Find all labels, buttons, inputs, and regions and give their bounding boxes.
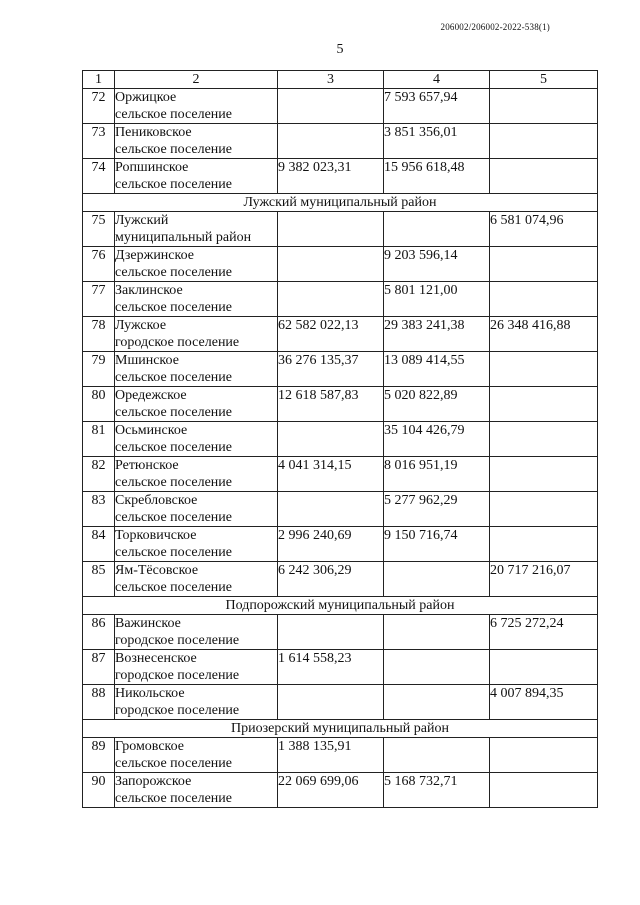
amount-col4 — [384, 650, 490, 685]
municipality-name-line2: городское поселение — [115, 668, 240, 683]
table-row — [83, 387, 598, 422]
amount-col5 — [490, 282, 598, 317]
amount-col5 — [490, 422, 598, 457]
municipality-name — [115, 159, 278, 194]
amount-col3 — [278, 89, 384, 124]
amount-col4: 15 956 618,48 — [384, 159, 490, 194]
amount-col3 — [278, 422, 384, 457]
table-row — [83, 317, 598, 352]
column-header-1: 1 — [83, 71, 115, 89]
row-number: 89 — [83, 738, 115, 773]
table-row — [83, 773, 598, 808]
table-body — [83, 89, 598, 808]
amount-col4: 9 203 596,14 — [384, 247, 490, 282]
district-name: Подпорожский муниципальный район — [83, 597, 598, 615]
document-id: 206002/206002-2022-538(1) — [440, 22, 550, 32]
amount-col4 — [384, 212, 490, 247]
municipality-name — [115, 89, 278, 124]
municipality-name — [115, 387, 278, 422]
amount-col5 — [490, 457, 598, 492]
amount-col4: 35 104 426,79 — [384, 422, 490, 457]
row-number: 77 — [83, 282, 115, 317]
municipality-name — [115, 317, 278, 352]
table-row — [83, 650, 598, 685]
municipality-name-line2: сельское поселение — [115, 475, 232, 490]
amount-col5 — [490, 738, 598, 773]
amount-col3: 2 996 240,69 — [278, 527, 384, 562]
municipality-name — [115, 282, 278, 317]
municipality-name — [115, 685, 278, 720]
municipality-name — [115, 615, 278, 650]
district-header-row — [83, 720, 598, 738]
row-number: 88 — [83, 685, 115, 720]
amount-col5 — [490, 159, 598, 194]
district-name: Приозерский муниципальный район — [83, 720, 598, 738]
row-number: 81 — [83, 422, 115, 457]
municipality-name-line2: сельское поселение — [115, 265, 232, 280]
municipality-name-line1: Скребловское — [115, 493, 198, 508]
municipality-name-line1: Оредежское — [115, 388, 187, 403]
municipality-name — [115, 527, 278, 562]
amount-col5 — [490, 89, 598, 124]
amount-col5: 20 717 216,07 — [490, 562, 598, 597]
amount-col3 — [278, 212, 384, 247]
amount-col3 — [278, 615, 384, 650]
table-row — [83, 422, 598, 457]
row-number: 78 — [83, 317, 115, 352]
amount-col3 — [278, 282, 384, 317]
municipality-name-line2: сельское поселение — [115, 545, 232, 560]
municipality-name-line2: городское поселение — [115, 633, 240, 648]
municipality-name-line1: Ропшинское — [115, 160, 189, 175]
row-number: 73 — [83, 124, 115, 159]
row-number: 72 — [83, 89, 115, 124]
row-number: 82 — [83, 457, 115, 492]
table-row — [83, 615, 598, 650]
column-header-5: 5 — [490, 71, 598, 89]
amount-col5 — [490, 387, 598, 422]
municipality-name-line1: Осьминское — [115, 423, 188, 438]
municipality-name-line1: Громовское — [115, 739, 185, 754]
row-number: 86 — [83, 615, 115, 650]
municipality-name-line2: сельское поселение — [115, 177, 232, 192]
amount-col5: 6 581 074,96 — [490, 212, 598, 247]
municipality-name — [115, 492, 278, 527]
column-header-4: 4 — [384, 71, 490, 89]
district-name: Лужский муниципальный район — [83, 194, 598, 212]
municipality-name-line2: сельское поселение — [115, 510, 232, 525]
municipality-name-line1: Ям-Тёсовское — [115, 563, 199, 578]
column-number-row — [83, 71, 598, 89]
row-number: 76 — [83, 247, 115, 282]
amount-col4: 13 089 414,55 — [384, 352, 490, 387]
municipality-name-line2: сельское поселение — [115, 370, 232, 385]
amount-col4: 5 801 121,00 — [384, 282, 490, 317]
amount-col3: 1 614 558,23 — [278, 650, 384, 685]
row-number: 80 — [83, 387, 115, 422]
municipality-name — [115, 247, 278, 282]
municipality-name-line1: Дзержинское — [115, 248, 194, 263]
municipality-name-line1: Ретюнское — [115, 458, 179, 473]
district-header-row — [83, 597, 598, 615]
amount-col5 — [490, 773, 598, 808]
municipality-name-line1: Никольское — [115, 686, 185, 701]
amount-col4 — [384, 738, 490, 773]
table-row — [83, 124, 598, 159]
amount-col4: 9 150 716,74 — [384, 527, 490, 562]
row-number: 90 — [83, 773, 115, 808]
municipality-name-line2: сельское поселение — [115, 791, 232, 806]
table-row — [83, 527, 598, 562]
amount-col3: 1 388 135,91 — [278, 738, 384, 773]
amount-col4: 5 020 822,89 — [384, 387, 490, 422]
row-number: 87 — [83, 650, 115, 685]
amount-col5 — [490, 650, 598, 685]
allocation-table — [82, 70, 598, 808]
amount-col4: 5 277 962,29 — [384, 492, 490, 527]
table-row — [83, 282, 598, 317]
municipality-name-line2: муниципальный район — [115, 230, 252, 245]
municipality-name — [115, 650, 278, 685]
amount-col5 — [490, 124, 598, 159]
table-row — [83, 159, 598, 194]
table-row — [83, 562, 598, 597]
row-number: 84 — [83, 527, 115, 562]
amount-col3: 22 069 699,06 — [278, 773, 384, 808]
municipality-name — [115, 352, 278, 387]
amount-col4 — [384, 685, 490, 720]
amount-col5: 26 348 416,88 — [490, 317, 598, 352]
municipality-name — [115, 457, 278, 492]
municipality-name-line2: сельское поселение — [115, 405, 232, 420]
row-number: 75 — [83, 212, 115, 247]
municipality-name-line2: городское поселение — [115, 335, 240, 350]
amount-col3: 36 276 135,37 — [278, 352, 384, 387]
district-header-row — [83, 194, 598, 212]
row-number: 74 — [83, 159, 115, 194]
amount-col3: 12 618 587,83 — [278, 387, 384, 422]
amount-col3: 4 041 314,15 — [278, 457, 384, 492]
municipality-name-line2: городское поселение — [115, 703, 240, 718]
row-number: 79 — [83, 352, 115, 387]
row-number: 83 — [83, 492, 115, 527]
table-row — [83, 212, 598, 247]
table-row — [83, 247, 598, 282]
municipality-name-line2: сельское поселение — [115, 440, 232, 455]
amount-col3 — [278, 685, 384, 720]
amount-col4: 3 851 356,01 — [384, 124, 490, 159]
municipality-name-line1: Важинское — [115, 616, 181, 631]
municipality-name-line1: Вознесенское — [115, 651, 197, 666]
amount-col4: 29 383 241,38 — [384, 317, 490, 352]
amount-col3 — [278, 492, 384, 527]
column-header-3: 3 — [278, 71, 384, 89]
municipality-name — [115, 422, 278, 457]
amount-col5 — [490, 492, 598, 527]
municipality-name-line1: Мшинское — [115, 353, 179, 368]
table-row — [83, 352, 598, 387]
municipality-name-line2: сельское поселение — [115, 580, 232, 595]
municipality-name-line2: сельское поселение — [115, 756, 232, 771]
table-row — [83, 492, 598, 527]
amount-col5: 4 007 894,35 — [490, 685, 598, 720]
amount-col3: 62 582 022,13 — [278, 317, 384, 352]
table-row — [83, 738, 598, 773]
municipality-name-line2: сельское поселение — [115, 300, 232, 315]
amount-col4 — [384, 562, 490, 597]
municipality-name-line1: Заклинское — [115, 283, 183, 298]
municipality-name — [115, 562, 278, 597]
amount-col3: 6 242 306,29 — [278, 562, 384, 597]
row-number: 85 — [83, 562, 115, 597]
amount-col5 — [490, 352, 598, 387]
municipality-name — [115, 773, 278, 808]
amount-col3 — [278, 247, 384, 282]
municipality-name — [115, 212, 278, 247]
table-row — [83, 89, 598, 124]
municipality-name — [115, 124, 278, 159]
municipality-name-line1: Запорожское — [115, 774, 192, 789]
amount-col5 — [490, 527, 598, 562]
page-number: 5 — [336, 42, 344, 57]
amount-col5: 6 725 272,24 — [490, 615, 598, 650]
amount-col5 — [490, 247, 598, 282]
municipality-name-line2: сельское поселение — [115, 142, 232, 157]
municipality-name-line1: Пениковское — [115, 125, 192, 140]
amount-col3 — [278, 124, 384, 159]
municipality-name-line1: Лужский — [115, 213, 169, 228]
municipality-name-line2: сельское поселение — [115, 107, 232, 122]
amount-col4 — [384, 615, 490, 650]
column-header-2: 2 — [115, 71, 278, 89]
amount-col4: 7 593 657,94 — [384, 89, 490, 124]
municipality-name-line1: Оржицкое — [115, 90, 177, 105]
municipality-name — [115, 738, 278, 773]
amount-col4: 5 168 732,71 — [384, 773, 490, 808]
amount-col3: 9 382 023,31 — [278, 159, 384, 194]
municipality-name-line1: Торковичское — [115, 528, 197, 543]
table-row — [83, 685, 598, 720]
amount-col4: 8 016 951,19 — [384, 457, 490, 492]
table-row — [83, 457, 598, 492]
municipality-name-line1: Лужское — [115, 318, 167, 333]
